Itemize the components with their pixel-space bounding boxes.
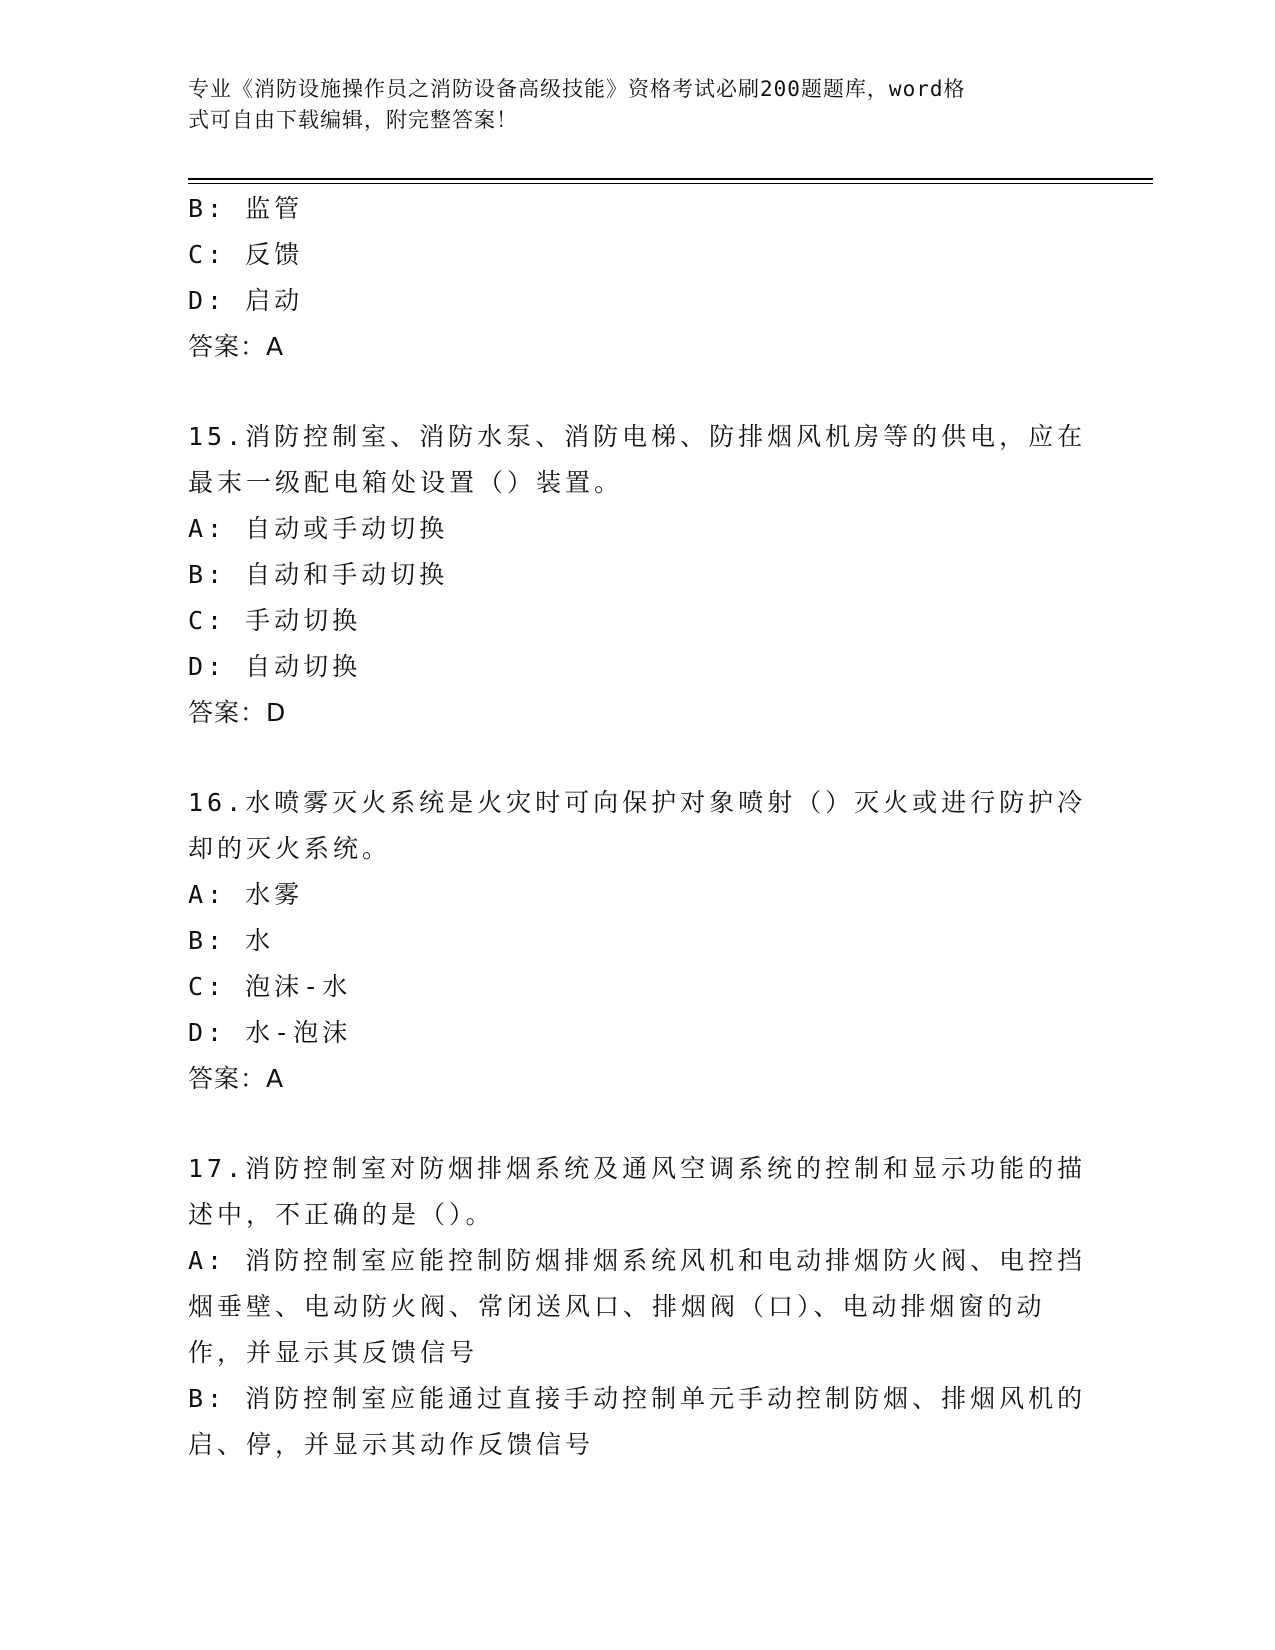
option-b-continued: 启、停，并显示其动作反馈信号 <box>188 1430 595 1459</box>
option-d: D: 自动切换 <box>188 652 362 681</box>
option-d: D: 水-泡沫 <box>188 1018 352 1047</box>
option-b: B: 自动和手动切换 <box>188 560 449 589</box>
question-stem-line: 17.消防控制室对防烟排烟系统及通风空调系统的控制和显示功能的描 <box>188 1154 1087 1183</box>
document-header <box>188 74 1068 136</box>
question-stem-line: 15.消防控制室、消防水泵、消防电梯、防排烟风机房等的供电，应在 <box>188 422 1087 451</box>
option-a-continued: 作，并显示其反馈信号 <box>188 1338 479 1367</box>
option-c: C: 泡沫-水 <box>188 972 352 1001</box>
question-14-tail <box>188 186 1088 370</box>
question-15 <box>188 414 1088 736</box>
answer: 答案：A <box>188 1064 285 1093</box>
option-d: D: 启动 <box>188 286 304 315</box>
option-b: B: 监管 <box>188 194 304 223</box>
option-c: C: 反馈 <box>188 240 304 269</box>
question-17 <box>188 1146 1088 1468</box>
option-a: A: 消防控制室应能控制防烟排烟系统风机和电动排烟防火阀、电控挡 <box>188 1246 1087 1275</box>
option-b: B: 消防控制室应能通过直接手动控制单元手动控制防烟、排烟风机的 <box>188 1384 1087 1413</box>
question-16 <box>188 780 1088 1102</box>
question-stem-line: 16.水喷雾灭火系统是火灾时可向保护对象喷射（）灭火或进行防护冷 <box>188 788 1087 817</box>
question-stem-line: 最末一级配电箱处设置（）装置。 <box>188 468 624 497</box>
header-rule-thin <box>188 183 1153 184</box>
option-a: A: 自动或手动切换 <box>188 514 449 543</box>
question-stem-line: 却的灭火系统。 <box>188 834 392 863</box>
header-line-2: 式可自由下载编辑，附完整答案！ <box>188 108 518 132</box>
header-line-1: 专业《消防设施操作员之消防设备高级技能》资格考试必刷200题题库，word格 <box>188 77 966 101</box>
header-rule-thick <box>188 178 1153 180</box>
option-c: C: 手动切换 <box>188 606 362 635</box>
answer: 答案：A <box>188 332 285 361</box>
question-stem-line: 述中，不正确的是（）。 <box>188 1200 495 1229</box>
option-a-continued: 烟垂壁、电动防火阀、常闭送风口、排烟阀（口）、电动排烟窗的动 <box>188 1292 1046 1321</box>
option-a: A: 水雾 <box>188 880 304 909</box>
document-body <box>188 186 1088 1468</box>
answer: 答案：D <box>188 698 287 727</box>
option-b: B: 水 <box>188 926 275 955</box>
